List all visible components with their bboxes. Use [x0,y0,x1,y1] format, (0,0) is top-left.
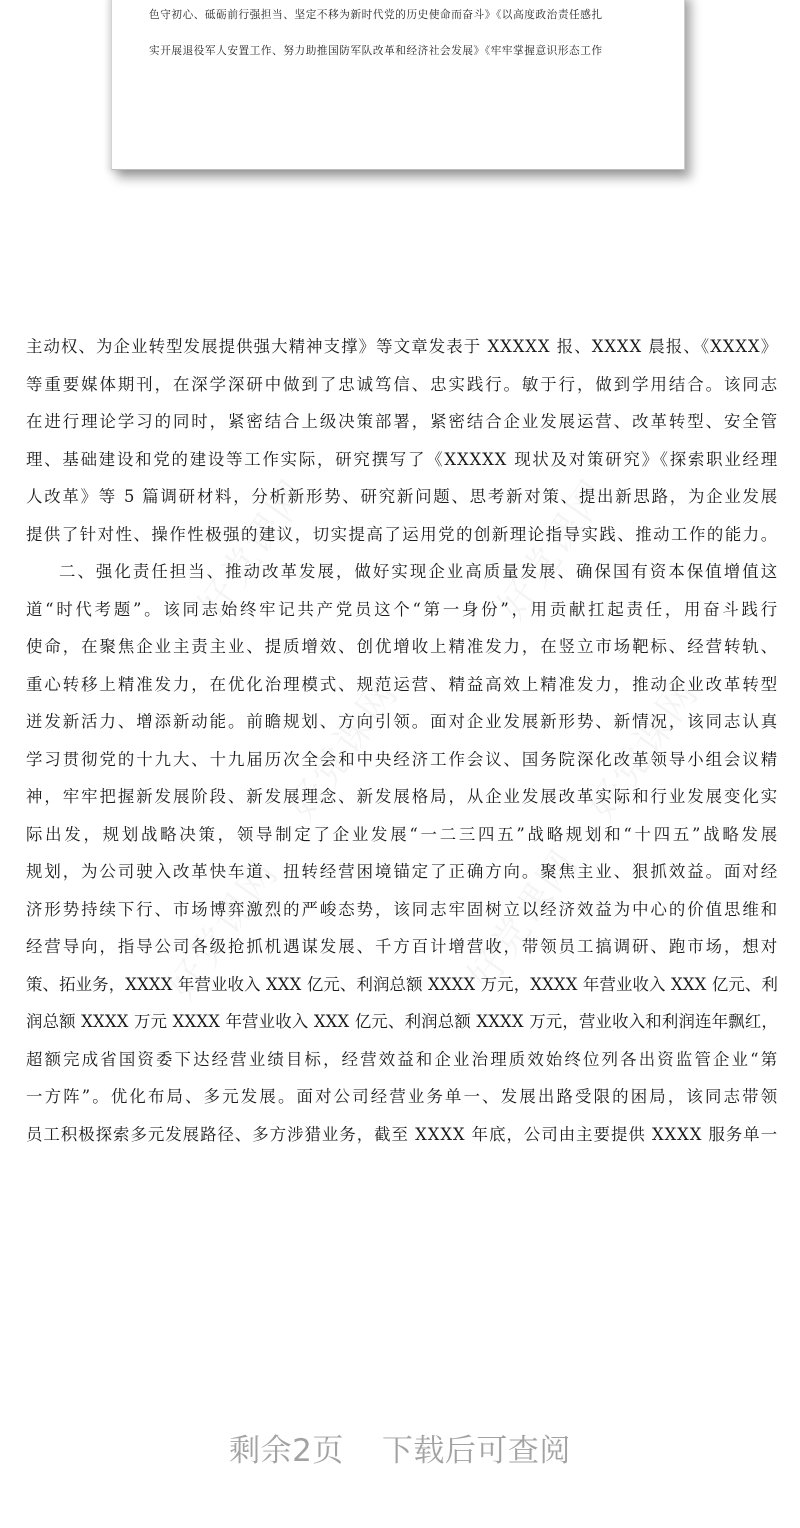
preview-page-card [111,0,685,170]
document-line: 际出发，规划战略决策，领导制定了企业发展“一二三四五”战略规划和“十四五”战略发展 [26,824,778,844]
document-line: 超额完成省国资委下达经营业绩目标，经营效益和企业治理质效始终位列各出资监管企业“第 [26,1049,778,1069]
preview-line: 实开展退役军人安置工作、努力助推国防军队改革和经济社会发展》《牢牢掌握意识形态工作 [149,45,603,57]
document-line: 理、基础建设和党的建设等工作实际，研究撰写了《XXXXX 现状及对策研究》《探索职业经理 [26,449,778,469]
document-line: 一方阵”。优化布局、多元发展。面对公司经营业务单一、发展出路受限的困局，该同志带领 [26,1087,778,1106]
preview-line: 色守初心、砥砺前行强担当、坚定不移为新时代党的历史使命而奋斗》《以高度政治责任感扎 [149,9,603,21]
document-line: 重心转移上精准发力，在优化治理模式、规范运营、精益高效上精准发力，推动企业改革转型 [26,674,778,694]
document-line: 在进行理论学习的同时，紧密结合上级决策部署，紧密结合企业发展运营、改革转型、安全管 [26,412,778,431]
document-line: 道“时代考题”。该同志始终牢记共产党员这个“第一身份”，用贡献扛起责任，用奋斗践行 [26,599,778,619]
document-line: 策、拓业务，XXXX 年营业收入 XXX 亿元、利润总额 XXXX 万元，XXXX 年营业收入 XXX 亿元、利 [26,974,778,994]
document-line: 济形势持续下行、市场博弈激烈的严峻态势，该同志牢固树立以经济效益为中心的价值思维和 [26,899,778,919]
document-line: 神，牢牢把握新发展阶段、新发展理念、新发展格局，从企业发展改革实际和行业发展变化实 [26,787,778,806]
document-line: 主动权、为企业转型发展提供强大精神支撑》等文章发表于 XXXXX 报、XXXX 晨报、《XXXX》 [26,337,778,356]
document-line: 学习贯彻党的十九大、十九届历次全会和中央经济工作会议、国务院深化改革领导小组会议精 [26,749,778,769]
download-to-view-label[interactable]: 下载后可查阅 [381,1433,571,1469]
remaining-pages-label[interactable]: 剩余2页 [229,1433,344,1469]
document-line: 迸发新活力、增添新动能。前瞻规划、方向引领。面对企业发展新形势、新情况，该同志认真 [26,712,778,731]
document-line: 经营导向，指导公司各级抢抓机遇谋发展、千方百计增营收，带领员工搞调研、跑市场，想对 [26,937,778,956]
document-line: 使命，在聚焦企业主责主业、提质增效、创优增收上精准发力，在竖立市场靶标、经营转轨、 [26,637,778,656]
document-line: 等重要媒体期刊，在深学深研中做到了忠诚笃信、忠实践行。敏于行，做到学用结合。该同志 [26,374,778,394]
document-line: 员工积极探索多元发展路径、多方涉猎业务，截至 XXXX 年底，公司由主要提供 XXXX 服务单一 [26,1124,778,1144]
document-line: 规划，为公司驶入改革快车道、扭转经营困境锚定了正确方向。聚焦主业、狠抓效益。面对经 [26,862,778,881]
document-line: 润总额 XXXX 万元 XXXX 年营业收入 XXX 亿元、利润总额 XXXX 万元，营业收入和利润连年飘红， [26,1012,778,1031]
document-body [26,328,778,1153]
document-line: 二、强化责任担当、推动改革发展，做好实现企业高质量发展、确保国有资本保值增值这 [59,562,778,581]
document-line: 人改革》等 5 篇调研材料，分析新形势、研究新问题、思考新对策、提出新思路，为企业发展 [26,487,778,506]
download-to-read-more-banner[interactable] [0,1425,800,1470]
document-line: 提供了针对性、操作性极强的建议，切实提高了运用党的创新理论指导实践、推动工作的能力。 [26,524,778,544]
